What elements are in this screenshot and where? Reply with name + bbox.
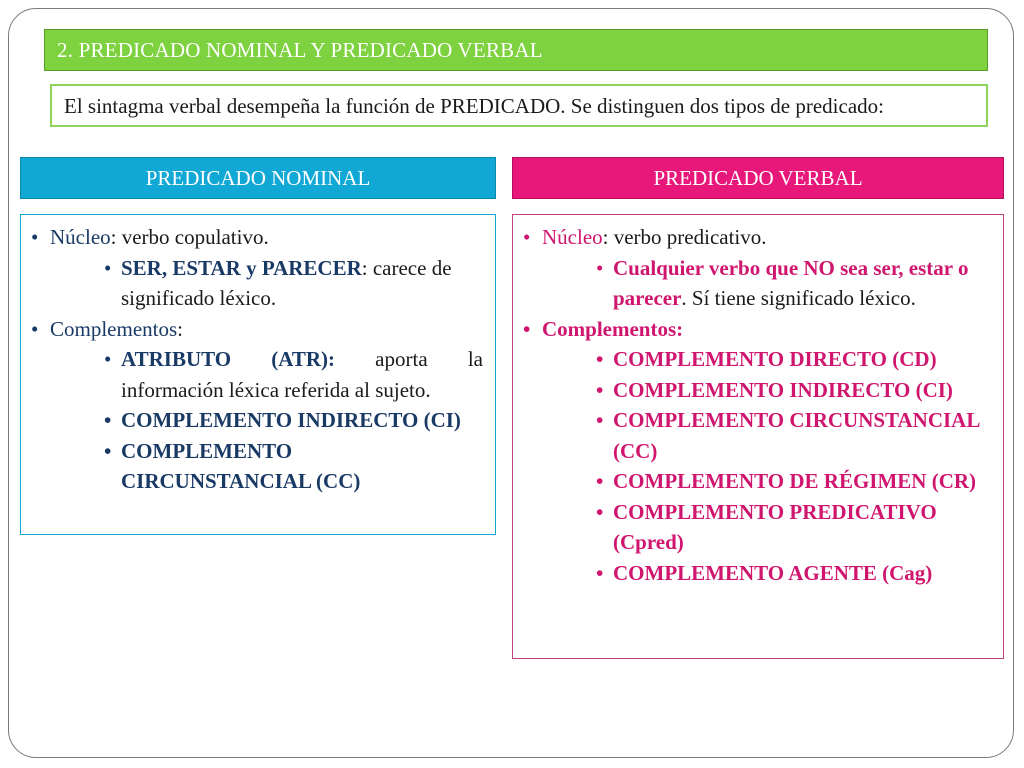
panel-predicado-verbal [512, 214, 1004, 659]
nominal-nucleo-text: : verbo copulativo. [110, 225, 269, 249]
nominal-atributo-line [121, 344, 483, 375]
nominal-complementos-colon: : [177, 316, 184, 341]
header-predicado-nominal: PREDICADO NOMINAL [20, 157, 496, 199]
slide-title: 2. PREDICADO NOMINAL Y PREDICADO VERBAL [44, 29, 988, 71]
nominal-nucleo-label: Núcleo [50, 225, 111, 249]
nominal-ci-item: • COMPLEMENTO INDIRECTO (CI) [50, 405, 483, 436]
verbal-complement-item: • COMPLEMENTO AGENTE (Cag) [542, 558, 991, 589]
nominal-atributo-word4: la [467, 347, 483, 371]
verbal-nucleo-item [523, 222, 991, 314]
verbal-nucleo-text: : verbo predicativo. [602, 225, 767, 249]
verbal-complement-item: • COMPLEMENTO INDIRECTO (CI) [542, 375, 991, 406]
nominal-copulative-verbs: SER, ESTAR y PARECER [121, 255, 362, 280]
nominal-atributo-word2: (ATR): [271, 347, 336, 371]
verbal-complement-item: • COMPLEMENTO PREDICATIVO (Cpred) [542, 497, 991, 558]
nominal-copulative-item [50, 253, 483, 314]
nominal-complementos-item [31, 314, 483, 497]
nominal-atributo-word3: aporta [375, 347, 428, 371]
nominal-atributo-word1: • ATRIBUTO [121, 347, 232, 371]
nominal-atributo-item [50, 344, 483, 405]
verbal-complement-item: • COMPLEMENTO DIRECTO (CD) [542, 344, 991, 375]
verbal-any-verb-item [542, 253, 991, 314]
verbal-any-verb: Cualquier verbo que NO sea ser, estar o parecer [613, 255, 969, 310]
nominal-copulative-desc: : carece de significado léxico. [121, 255, 452, 310]
verbal-complementos-list [542, 344, 991, 588]
verbal-list [523, 222, 991, 588]
verbal-complement-item: • COMPLEMENTO DE RÉGIMEN (CR) [542, 466, 991, 497]
nominal-list [31, 222, 483, 497]
nominal-complementos-label: Complementos [50, 316, 178, 341]
header-predicado-verbal: PREDICADO VERBAL [512, 157, 1004, 199]
nominal-nucleo-item [31, 222, 483, 314]
verbal-nucleo-label: Núcleo [542, 225, 603, 249]
verbal-complementos-label: Complementos: [542, 316, 684, 341]
intro-text: El sintagma verbal desempeña la función de PREDICADO. Se distinguen dos tipos de predicado: [50, 84, 988, 127]
verbal-any-verb-desc: . Sí tiene significado léxico. [681, 286, 916, 310]
nominal-cc-item: • COMPLEMENTO CIRCUNSTANCIAL (CC) [50, 436, 483, 497]
nominal-atributo-desc: información léxica referida al sujeto. [121, 377, 431, 402]
verbal-complement-item: • COMPLEMENTO CIRCUNSTANCIAL (CC) [542, 405, 991, 466]
verbal-complementos-item [523, 314, 991, 589]
panel-predicado-nominal [20, 214, 496, 535]
